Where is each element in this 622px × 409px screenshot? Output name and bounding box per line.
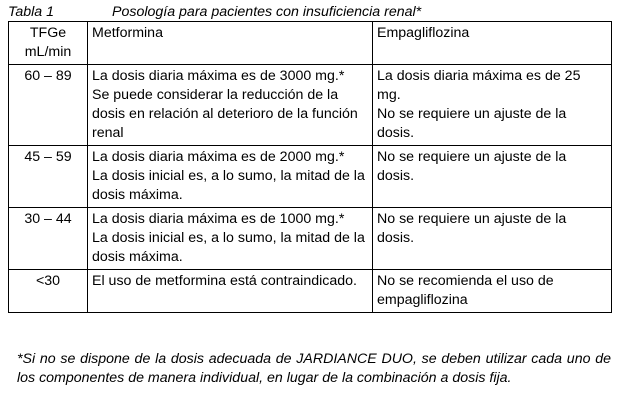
cell-tfge: 30 – 44 — [9, 208, 88, 270]
cell-paragraph: La dosis diaria máxima es de 2000 mg.* — [92, 149, 345, 165]
cell-tfge: 45 – 59 — [9, 146, 88, 208]
header-metformina: Metformina — [88, 22, 373, 65]
cell-tfge: 60 – 89 — [9, 65, 88, 146]
table-row — [9, 208, 612, 270]
cell-metformina — [88, 208, 373, 270]
header-tfge-line2: mL/min — [24, 44, 72, 60]
table-number: Tabla 1 — [8, 4, 55, 20]
footnote: *Si no se dispone de la dosis adecuada de JARDIANCE DUO, se deben utilizar cada uno de los componentes de manera individual, en lugar de la combinación a dosis fija. — [17, 351, 611, 386]
cell-paragraph: La dosis diaria máxima es de 3000 mg.* — [92, 68, 345, 84]
table-title: Posología para pacientes con insuficiencia renal* — [112, 4, 422, 20]
cell-paragraph: La dosis inicial es, a lo sumo, la mitad de la dosis máxima. — [92, 168, 365, 203]
table-caption — [8, 3, 421, 22]
cell-paragraph: La dosis inicial es, a lo sumo, la mitad de la dosis máxima. — [92, 230, 365, 265]
table-row — [9, 65, 612, 146]
table-row — [9, 146, 612, 208]
header-empagliflozina: Empagliflozina — [373, 22, 612, 65]
header-tfge-line1: TFGe — [29, 25, 67, 41]
cell-empagliflozina — [373, 146, 612, 208]
dosage-table — [8, 21, 612, 313]
cell-paragraph: Se puede considerar la reducción de la dosis en relación al deterioro de la función renal — [92, 87, 358, 141]
cell-empagliflozina — [373, 208, 612, 270]
cell-paragraph: La dosis diaria máxima es de 25 mg. — [377, 68, 581, 103]
cell-tfge: <30 — [9, 270, 88, 313]
cell-empagliflozina — [373, 65, 612, 146]
cell-paragraph: La dosis diaria máxima es de 1000 mg.* — [92, 211, 345, 227]
cell-paragraph: El uso de metformina está contraindicado. — [92, 273, 357, 289]
cell-metformina — [88, 65, 373, 146]
cell-paragraph: No se requiere un ajuste de la dosis. — [377, 106, 567, 141]
table-header-row — [9, 22, 612, 65]
cell-empagliflozina — [373, 270, 612, 313]
cell-metformina — [88, 146, 373, 208]
header-tfge — [9, 22, 88, 65]
cell-paragraph: No se requiere un ajuste de la dosis. — [377, 211, 567, 246]
cell-paragraph: No se requiere un ajuste de la dosis. — [377, 149, 567, 184]
cell-metformina — [88, 270, 373, 313]
cell-paragraph: No se recomienda el uso de empagliflozina — [377, 273, 554, 308]
table-row — [9, 270, 612, 313]
